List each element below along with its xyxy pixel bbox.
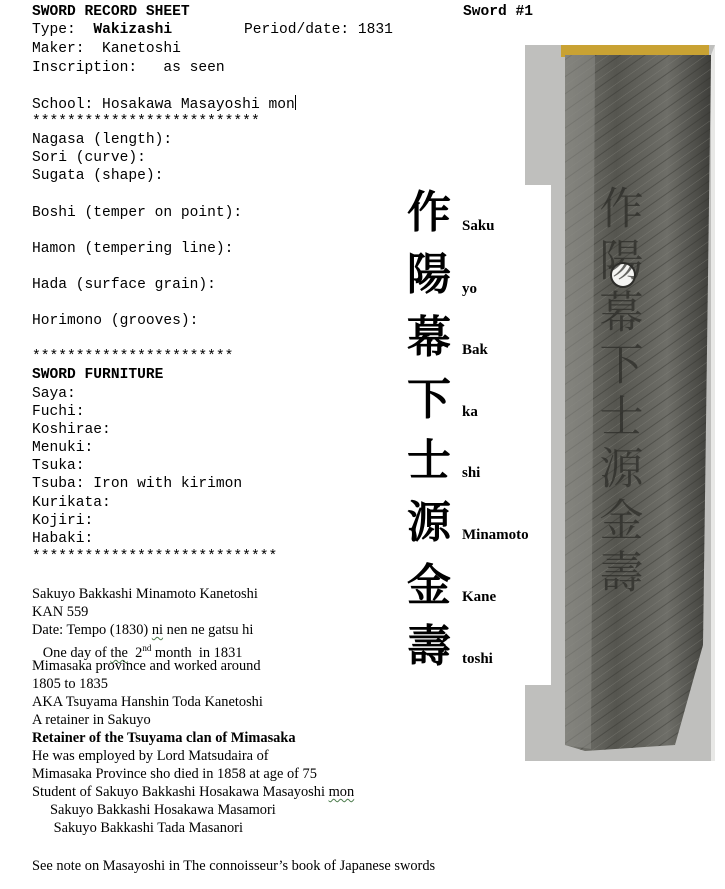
field-tsuka: Tsuka:	[32, 458, 85, 474]
note-line-12	[32, 783, 354, 801]
note-line-3	[32, 621, 253, 639]
type-line	[32, 21, 172, 39]
field-fuchi: Fuchi:	[32, 404, 85, 420]
romaji-toshi: toshi	[462, 651, 493, 667]
field-tsuba: Tsuba: Iron with kirimon	[32, 476, 243, 492]
kanji-shi: 士	[407, 435, 451, 486]
note-line-14: Sakuyo Bakkashi Tada Masanori	[32, 820, 243, 836]
field-koshirae: Koshirae:	[32, 422, 111, 438]
sword-number: Sword #1	[463, 4, 534, 20]
note-student-text: Student of Sakuyo Bakkashi Hosakawa Masayoshi	[32, 784, 329, 800]
spell-flag-mon: mon	[328, 784, 355, 800]
kanji-yo: 陽	[407, 249, 451, 300]
field-kojiri: Kojiri:	[32, 513, 94, 529]
field-boshi: Boshi (temper on point):	[32, 205, 243, 221]
text-cursor	[295, 95, 296, 110]
kanji-bak: 幕	[407, 312, 451, 363]
romaji-kane: Kane	[462, 589, 497, 605]
note-date-text: Date: Tempo (1830)	[32, 622, 152, 638]
field-saya: Saya:	[32, 386, 76, 402]
field-habaki: Habaki:	[32, 531, 94, 547]
romaji-ka: ka	[462, 404, 478, 420]
field-hamon: Hamon (tempering line):	[32, 241, 234, 257]
separator-3: ****************************	[32, 549, 278, 565]
romaji-panel	[455, 185, 551, 685]
romaji-bak: Bak	[462, 342, 488, 358]
tang-inscription: 作陽幕下士源金壽	[591, 185, 643, 601]
note-line-6: 1805 to 1835	[32, 676, 108, 692]
school-line[interactable]	[32, 95, 296, 114]
romaji-saku: Saku	[462, 218, 495, 234]
note-line-1: Sakuyo Bakkashi Minamoto Kanetoshi	[32, 586, 258, 602]
inscription-line: Inscription: as seen	[32, 60, 225, 76]
kanji-ka: 下	[407, 374, 451, 425]
note-line-9: Retainer of the Tsuyama clan of Mimasaka	[32, 730, 296, 746]
period-line	[244, 21, 393, 39]
note-line-8: A retainer in Sakuyo	[32, 712, 151, 728]
note-line-11: Mimasaka Province sho died in 1858 at age of 75	[32, 766, 317, 782]
period-label: Period/date:	[244, 22, 350, 38]
romaji-minamoto: Minamoto	[462, 527, 529, 543]
note-day-rest: month in 1831	[151, 644, 243, 661]
type-label: Type:	[32, 22, 76, 38]
kanji-toshi: 壽	[407, 621, 451, 672]
kanji-saku: 作	[407, 187, 451, 238]
sword-tang-photo	[525, 45, 715, 761]
note-day-text: One day of	[32, 644, 111, 661]
note-date-rest: nen ne gatsu hi	[163, 622, 254, 638]
spell-flag-ni: ni	[151, 622, 164, 638]
separator-1: **************************	[32, 114, 260, 130]
spell-flag-the: the	[110, 644, 128, 661]
school-text: School: Hosakawa Masayoshi mon	[32, 97, 295, 113]
period-value: 1831	[357, 22, 393, 38]
romaji-yo: yo	[462, 281, 477, 297]
note-line-5: Mimasaka province and worked around	[32, 658, 261, 674]
field-kurikata: Kurikata:	[32, 495, 111, 511]
note-line-2: KAN 559	[32, 604, 89, 620]
note-day-suffix: nd	[142, 643, 152, 653]
note-line-15: See note on Masayoshi in The connoisseur’s book of Japanese swords	[32, 858, 436, 874]
field-hada: Hada (surface grain):	[32, 277, 216, 293]
field-sori: Sori (curve):	[32, 150, 146, 166]
type-value: Wakizashi	[93, 22, 173, 38]
sheet-title: SWORD RECORD SHEET	[32, 4, 190, 20]
field-sugata: Sugata (shape):	[32, 168, 164, 184]
field-menuki: Menuki:	[32, 440, 94, 456]
note-line-7: AKA Tsuyama Hanshin Toda Kanetoshi	[32, 694, 263, 710]
note-line-13: Sakuyo Bakkashi Hosakawa Masamori	[32, 802, 276, 818]
kanji-minamoto: 源	[407, 497, 451, 548]
note-day-num: 2	[127, 644, 143, 661]
field-horimono: Horimono (grooves):	[32, 313, 199, 329]
separator-2: ***********************	[32, 349, 234, 365]
note-line-10: He was employed by Lord Matsudaira of	[32, 748, 269, 764]
furniture-heading: SWORD FURNITURE	[32, 367, 164, 383]
kanji-kane: 金	[407, 560, 451, 611]
field-nagasa: Nagasa (length):	[32, 132, 173, 148]
romaji-shi: shi	[462, 465, 481, 481]
maker-line: Maker: Kanetoshi	[32, 41, 181, 57]
